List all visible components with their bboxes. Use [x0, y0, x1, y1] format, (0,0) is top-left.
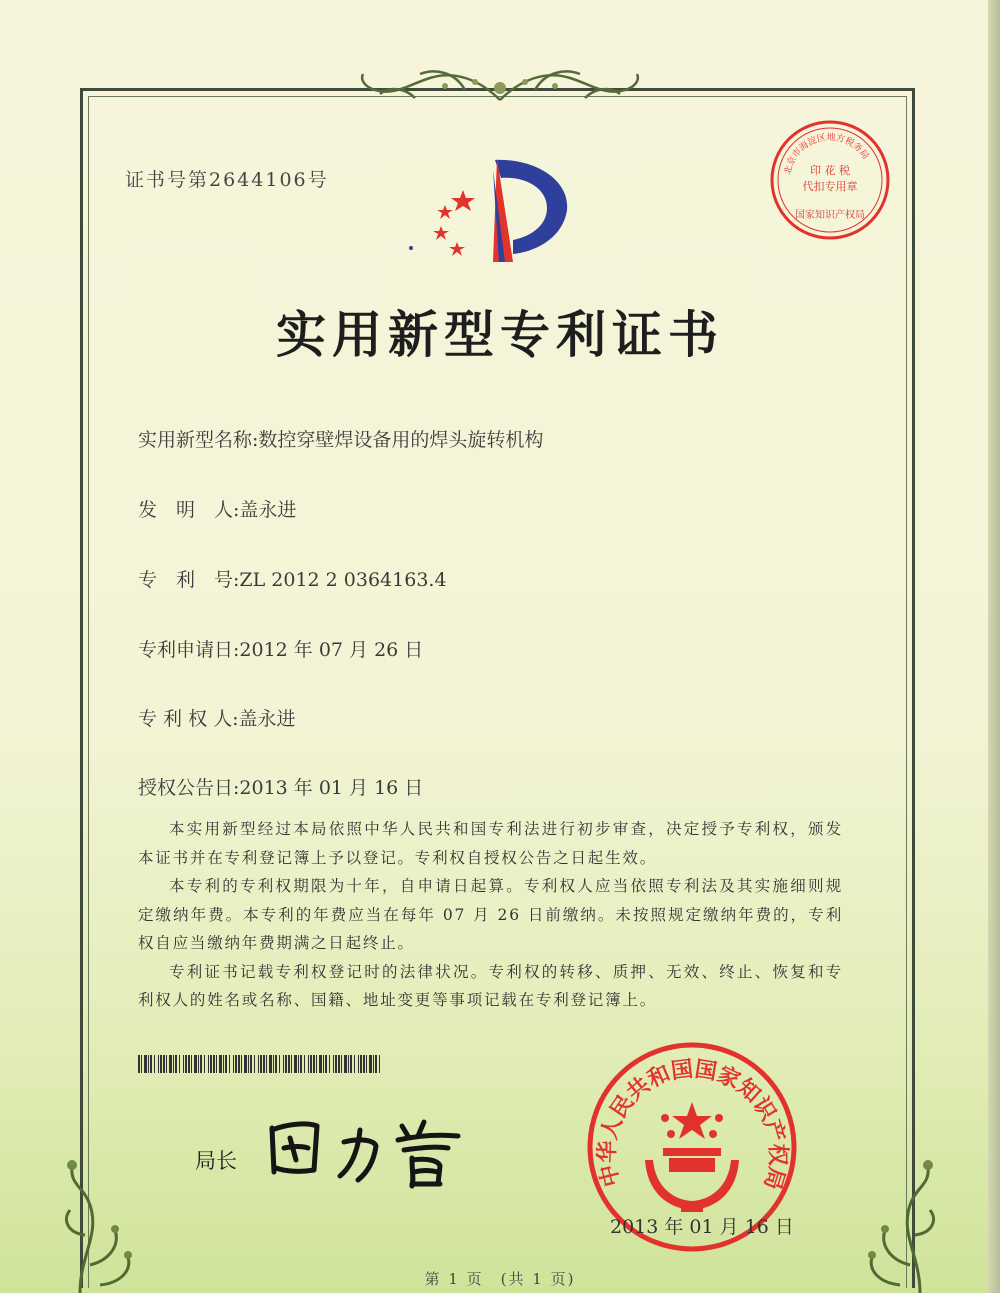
director-label: 局长	[195, 1149, 237, 1173]
page-number: 第 1 页 (共 1 页)	[424, 1270, 576, 1288]
svg-text:印 花 税: 印 花 税	[810, 164, 850, 177]
field-label: 实用新型名称:	[138, 429, 259, 451]
body-paragraph: 本专利的专利权期限为十年，自申请日起算。专利权人应当依照专利法及其实施细则规定缴纳年费。本专利的年费应当在每年 07 月 26 日前缴纳。未按照规定缴纳年费的，专利权自应当缴纳年费期满之日起终止。	[138, 877, 843, 952]
field-inventor	[138, 495, 296, 522]
certificate-title: 实用新型专利证书	[276, 305, 724, 364]
field-label: 授权公告日:	[138, 777, 240, 799]
certificate-number: 证书号第2644106号	[125, 169, 329, 191]
field-patent-number	[138, 565, 447, 592]
field-application-date	[138, 635, 423, 662]
field-value: 数控穿壁焊设备用的焊头旋转机构	[258, 429, 544, 451]
field-value: ZL 2012 2 0364163.4	[239, 569, 447, 591]
page-edge-shadow	[988, 0, 1000, 1293]
director-signature	[262, 1110, 482, 1190]
issue-date: 2013 年 01 月 16 日	[610, 1216, 794, 1238]
sipo-emblem-icon	[405, 150, 575, 275]
body-paragraph: 专利证书记载专利权登记时的法律状况。专利权的转移、质押、无效、终止、恢复和专利权人的姓名或名称、国籍、地址变更等事项记载在专利登记簿上。	[138, 962, 843, 1009]
top-ornament-icon	[355, 60, 645, 110]
svg-text:代扣专用章: 代扣专用章	[802, 180, 858, 193]
field-label: 发 明 人:	[138, 499, 240, 521]
field-value: 盖永进	[239, 499, 297, 521]
svg-text:北京市海淀区地方税务局: 北京市海淀区地方税务局	[783, 132, 871, 176]
field-value: 2012 年 07 月 26 日	[239, 639, 424, 661]
field-grant-date	[138, 773, 423, 800]
field-label: 专利申请日:	[138, 639, 240, 661]
field-label: 专 利 权 人:	[138, 708, 239, 730]
certificate-body	[138, 815, 843, 1015]
body-paragraph: 本实用新型经过本局依照中华人民共和国专利法进行初步审查，决定授予专利权，颁发本证书并在专利登记簿上予以登记。专利权自授权公告之日起生效。	[138, 820, 843, 867]
barcode-icon	[138, 1055, 383, 1073]
field-patentee	[138, 704, 296, 731]
field-value: 盖永进	[238, 708, 296, 730]
field-label: 专 利 号:	[138, 569, 240, 591]
svg-text:国家知识产权局: 国家知识产权局	[795, 210, 865, 221]
svg-text:中华人民共和国国家知识产权局: 中华人民共和国国家知识产权局	[595, 1056, 790, 1193]
tax-stamp-seal	[768, 118, 893, 243]
field-value: 2013 年 01 月 16 日	[239, 777, 424, 799]
field-utility-model-name	[138, 425, 543, 452]
